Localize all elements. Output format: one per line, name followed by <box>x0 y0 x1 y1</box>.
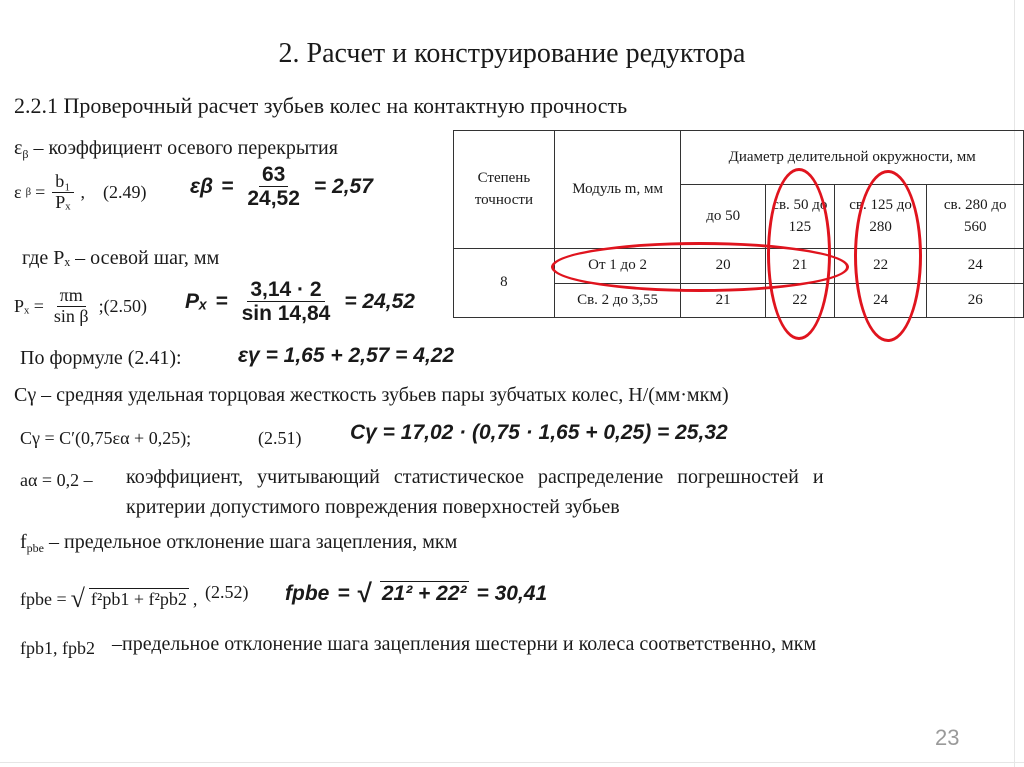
a-alpha-line1 <box>126 466 1014 489</box>
slide-edge-right <box>1014 0 1015 767</box>
table-row-0-v3: 24 <box>927 249 1024 284</box>
f-pbe-calc <box>285 578 547 609</box>
page-number: 23 <box>935 725 960 750</box>
a-alpha-line1-text: коэффициент, учитывающий статистическое распределение погрешностей и <box>126 466 824 488</box>
table-header-degree: Степень точности <box>454 131 555 249</box>
px-ref: ;(2.50) <box>98 295 148 316</box>
c-gamma-formula: Cγ = C′(0,75εα + 0,25); <box>20 428 192 448</box>
f-pbe-ref: (2.52) <box>205 582 249 602</box>
px-calc <box>185 278 415 325</box>
f-pbe-calc-lhs: fpbe <box>285 581 330 605</box>
table-row-0-module: От 1 до 2 <box>554 249 681 284</box>
a-alpha-line2: критерии допустимого повреждения поверхностей зубьев <box>126 496 620 518</box>
eps-gamma-label: По формуле (2.41): <box>20 347 182 369</box>
f-pb12-symbol: fpb1, fpb2 <box>20 638 95 658</box>
diameter-table <box>453 130 1024 318</box>
px-calc-result: = 24,52 <box>344 289 415 313</box>
eps-beta-formula-sub: β <box>25 186 32 199</box>
eps-beta-calc-eq: = <box>221 174 234 198</box>
px-numerator: πm <box>57 286 86 307</box>
table-row-1-v1: 22 <box>765 284 834 318</box>
f-pbe-calc-body: 21² + 22² <box>381 582 467 605</box>
eps-beta-formula-symbol: ε <box>14 181 22 202</box>
eps-beta-comma: , <box>80 181 85 202</box>
c-gamma-calc: Cγ = 17,02 · (0,75 · 1,65 + 0,25) = 25,32 <box>350 421 728 444</box>
table-range-3: св. 280 до 560 <box>927 185 1024 249</box>
eps-beta-calc-denominator: 24,52 <box>247 187 300 211</box>
eps-beta-ref: (2.49) <box>103 181 147 202</box>
eps-beta-denominator: Pₓ <box>55 191 71 212</box>
f-pbe-calc-eq: = <box>337 581 350 605</box>
eps-beta-fraction <box>52 172 73 213</box>
px-denominator: sin β <box>53 305 89 326</box>
eps-beta-calc-result: = 2,57 <box>313 174 373 198</box>
f-pbe-formula-lhs: fpbe = <box>20 588 67 609</box>
px-fraction <box>51 286 92 327</box>
f-pbe-definition <box>20 531 457 556</box>
f-pbe-calc-sqrt-sign: √ <box>357 578 372 608</box>
table-header-diameter: Диаметр делительной окружности, мм <box>681 131 1024 185</box>
table-row-1-module: Св. 2 до 3,55 <box>554 284 681 318</box>
px-calc-fraction <box>239 278 334 325</box>
f-pbe-comma: , <box>192 588 198 609</box>
eps-beta-sub: β <box>22 147 29 162</box>
table-degree-value: 8 <box>454 249 555 318</box>
table-range-1: св. 50 до 125 <box>765 185 834 249</box>
table-row-0-v0: 20 <box>681 249 766 284</box>
f-pbe-sub: pbe <box>26 541 44 556</box>
eps-gamma-calc: εγ = 1,65 + 2,57 = 4,22 <box>238 344 455 367</box>
eps-beta-formula <box>14 172 147 213</box>
c-gamma-definition: Cγ – средняя удельная торцовая жесткость зубьев пары зубчатых колес, Н/(мм·мкм) <box>14 384 729 406</box>
eps-beta-calc <box>190 163 373 210</box>
table-row-0-v1: 21 <box>765 249 834 284</box>
eps-beta-calc-numerator: 63 <box>259 163 288 187</box>
px-formula <box>14 286 147 327</box>
c-gamma-ref: (2.51) <box>258 428 302 448</box>
eps-beta-formula-eq: = <box>35 181 46 202</box>
slide-edge-bottom <box>0 762 1024 763</box>
table-range-0: до 50 <box>681 185 766 249</box>
slide-subtitle: 2.2.1 Проверочный расчет зубьев колес на контактную прочность <box>14 93 628 118</box>
eps-beta-numerator: b₁ <box>52 172 73 193</box>
f-pbe-text: – предельное отклонение шага зацепления, мкм <box>49 531 458 553</box>
f-pbe-symbol: f <box>20 531 27 553</box>
f-pbe-formula-body: f²pb1 + f²pb2 <box>90 589 187 609</box>
table-header-module: Модуль m, мм <box>554 131 681 249</box>
f-pbe-calc-result: = 30,41 <box>476 581 548 605</box>
eps-beta-definition <box>14 137 338 162</box>
px-calc-eq: = <box>215 289 228 313</box>
f-pb12-definition: –предельное отклонение шага зацепления шестерни и колеса соответственно, мкм <box>112 633 817 655</box>
px-formula-lhs: Pₓ = <box>14 295 44 316</box>
f-pbe-formula <box>20 584 197 614</box>
table-row-0-v2: 22 <box>834 249 927 284</box>
slide-title: 2. Расчет и конструирование редуктора <box>278 38 746 69</box>
eps-beta-text: – коэффициент осевого перекрытия <box>33 137 338 159</box>
eps-beta-symbol: ε <box>14 137 23 159</box>
px-definition: где Pₓ – осевой шаг, мм <box>22 247 220 269</box>
a-alpha-formula: aα = 0,2 – <box>20 470 93 490</box>
px-calc-denominator: sin 14,84 <box>241 302 331 326</box>
table-row-1-v3: 26 <box>927 284 1024 318</box>
table-row-1-v0: 21 <box>681 284 766 318</box>
table-row-1-v2: 24 <box>834 284 927 318</box>
f-pbe-sqrt-sign: √ <box>70 584 85 613</box>
eps-beta-calc-fraction <box>244 163 303 210</box>
table-range-2: св. 125 до 280 <box>834 185 927 249</box>
px-calc-lhs: Pₓ <box>185 289 208 313</box>
eps-beta-calc-lhs: εβ <box>190 174 214 198</box>
px-calc-numerator: 3,14 · 2 <box>247 278 324 302</box>
